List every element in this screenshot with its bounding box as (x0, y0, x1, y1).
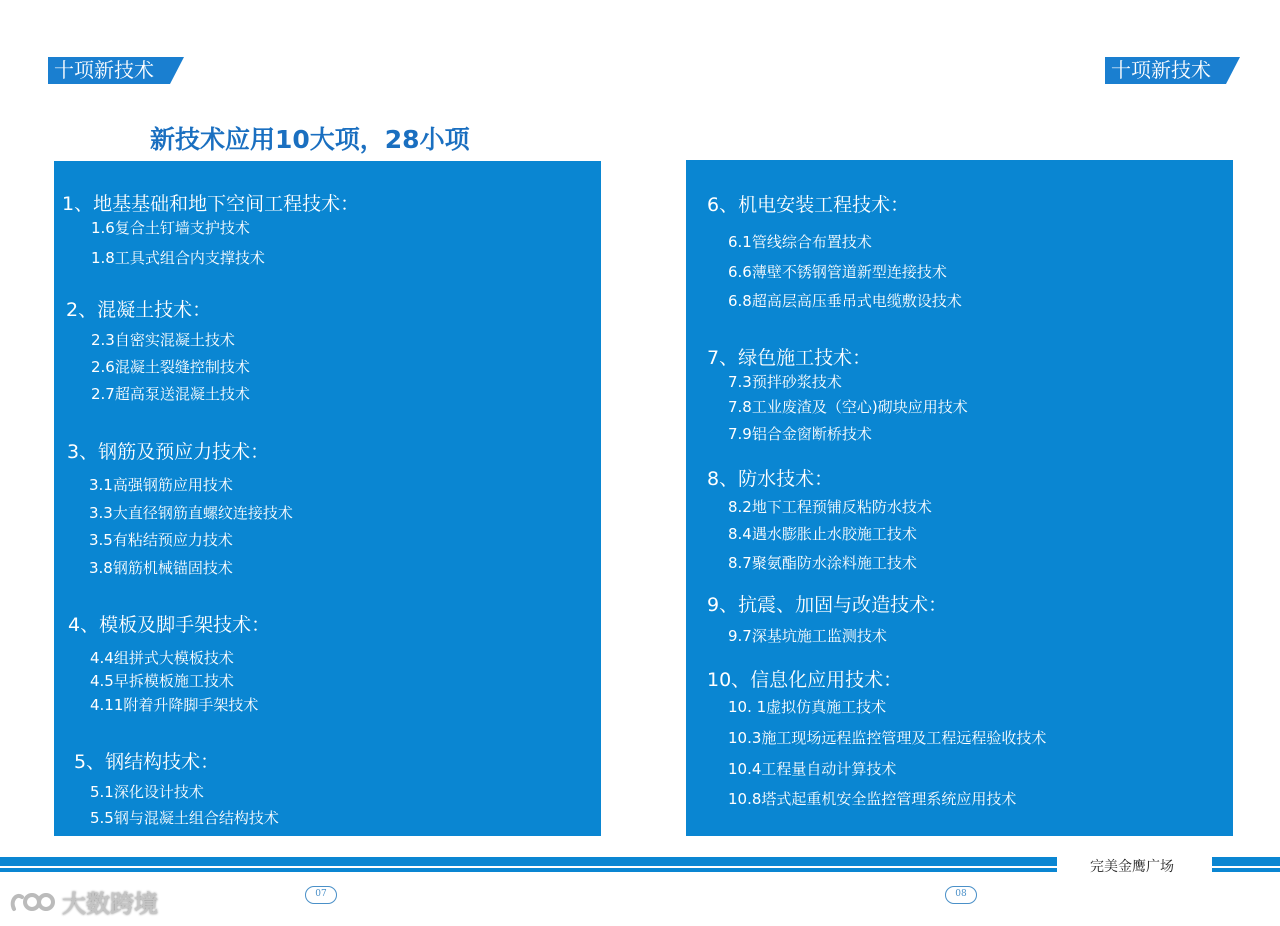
list-item: 4.5早拆模板施工技术 (90, 672, 234, 690)
section-title-8: 8、防水技术： (707, 468, 834, 490)
project-name: 完美金鹰广场 (1090, 859, 1174, 875)
list-item: 2.3自密实混凝土技术 (91, 331, 235, 349)
page-number-right: 08 (945, 886, 977, 904)
list-item: 7.3预拌砂浆技术 (728, 373, 842, 391)
footer-bar (0, 857, 1057, 866)
section-title-4: 4、模板及脚手架技术： (68, 614, 271, 636)
list-item: 6.8超高层高压垂吊式电缆敷设技术 (728, 292, 962, 310)
footer-bar-right-thin (1212, 868, 1280, 872)
list-item: 8.2地下工程预铺反粘防水技术 (728, 498, 932, 516)
list-item: 1.6复合土钉墙支护技术 (91, 219, 250, 237)
list-item: 4.11附着升降脚手架技术 (90, 696, 259, 714)
list-item: 3.8钢筋机械锚固技术 (89, 559, 233, 577)
section-title-10: 10、信息化应用技术： (707, 669, 903, 691)
list-item: 7.9铝合金窗断桥技术 (728, 425, 872, 443)
list-item: 2.6混凝土裂缝控制技术 (91, 358, 250, 376)
page-number-left: 07 (305, 886, 337, 904)
list-item: 9.7深基坑施工监测技术 (728, 627, 887, 645)
list-item: 5.1深化设计技术 (90, 783, 204, 801)
section-title-3: 3、钢筋及预应力技术： (67, 441, 270, 463)
list-item: 4.4组拼式大模板技术 (90, 649, 234, 667)
section-title-5: 5、钢结构技术： (74, 751, 220, 773)
footer-bar-right (1212, 857, 1280, 866)
list-item: 3.3大直径钢筋直螺纹连接技术 (89, 504, 293, 522)
page-heading: 新技术应用10大项，28小项 (150, 125, 470, 154)
section-title-9: 9、抗震、加固与改造技术： (707, 594, 948, 616)
section-title-1: 1、地基基础和地下空间工程技术： (62, 193, 360, 215)
list-item: 10.3施工现场远程监控管理及工程远程验收技术 (728, 729, 1047, 747)
list-item: 5.5钢与混凝土组合结构技术 (90, 809, 279, 827)
list-item: 3.1高强钢筋应用技术 (89, 476, 233, 494)
list-item: 10.8塔式起重机安全监控管理系统应用技术 (728, 790, 1017, 808)
list-item: 10.4工程量自动计算技术 (728, 760, 897, 778)
list-item: 2.7超高泵送混凝土技术 (91, 385, 250, 403)
footer-bar-thin (0, 868, 1057, 872)
section-title-7: 7、绿色施工技术： (707, 347, 872, 369)
list-item: 8.7聚氨酯防水涂料施工技术 (728, 554, 917, 572)
list-item: 8.4遇水膨胀止水胶施工技术 (728, 525, 917, 543)
list-item: 7.8工业废渣及（空心)砌块应用技术 (728, 398, 968, 416)
list-item: 10. 1虚拟仿真施工技术 (728, 698, 887, 716)
list-item: 3.5有粘结预应力技术 (89, 531, 233, 549)
watermark-text: 大数跨境 (62, 890, 158, 918)
list-item: 6.1管线综合布置技术 (728, 233, 872, 251)
section-tag-left: 十项新技术 (48, 57, 170, 84)
section-title-6: 6、机电安装工程技术： (707, 194, 910, 216)
watermark-logo-icon (8, 887, 56, 917)
list-item: 6.6薄壁不锈钢管道新型连接技术 (728, 263, 947, 281)
section-title-2: 2、混凝土技术： (66, 299, 212, 321)
section-tag-right: 十项新技术 (1105, 57, 1226, 84)
list-item: 1.8工具式组合内支撑技术 (91, 249, 265, 267)
watermark (8, 884, 158, 919)
